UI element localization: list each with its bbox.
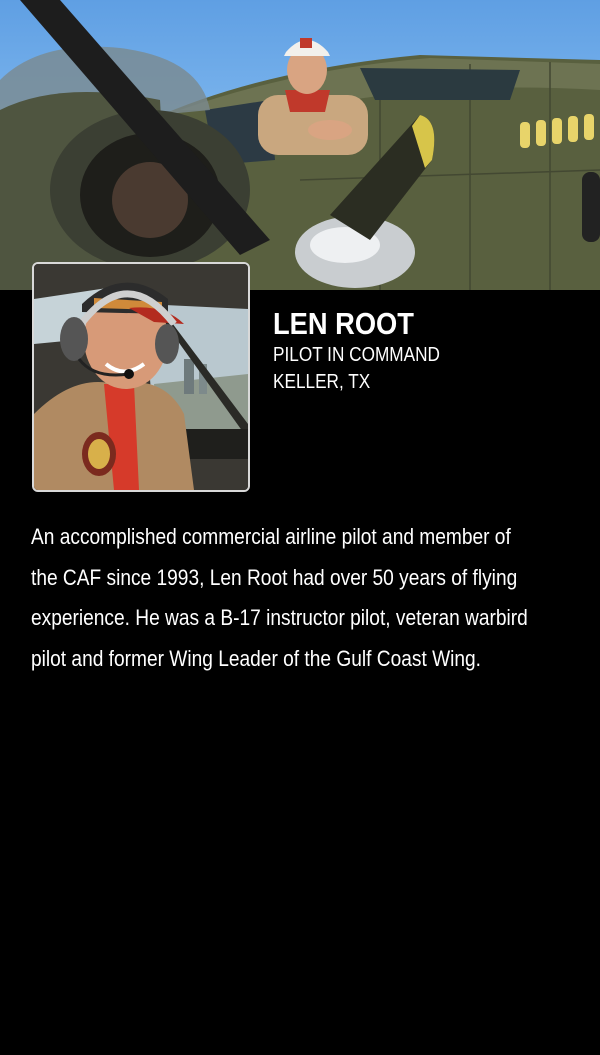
- bio-line: experience. He was a B-17 instructor pilot, veteran warbird: [31, 605, 528, 630]
- pilot-portrait-illustration: [34, 264, 248, 490]
- hero-photo: [0, 0, 600, 290]
- pilot-location: KELLER, TX: [273, 371, 371, 393]
- pilot-bio: [31, 517, 571, 679]
- bio-line: An accomplished commercial airline pilot and member of: [31, 524, 511, 549]
- b17-aircraft-illustration: [0, 0, 600, 290]
- pilot-portrait: [32, 262, 250, 492]
- pilot-name: LEN ROOT: [273, 306, 414, 341]
- pilot-role: PILOT IN COMMAND: [273, 344, 440, 366]
- bio-line: pilot and former Wing Leader of the Gulf Coast Wing.: [31, 645, 482, 671]
- bio-line: the CAF since 1993, Len Root had over 50 years of flying: [31, 564, 518, 590]
- pilot-info: [273, 306, 467, 396]
